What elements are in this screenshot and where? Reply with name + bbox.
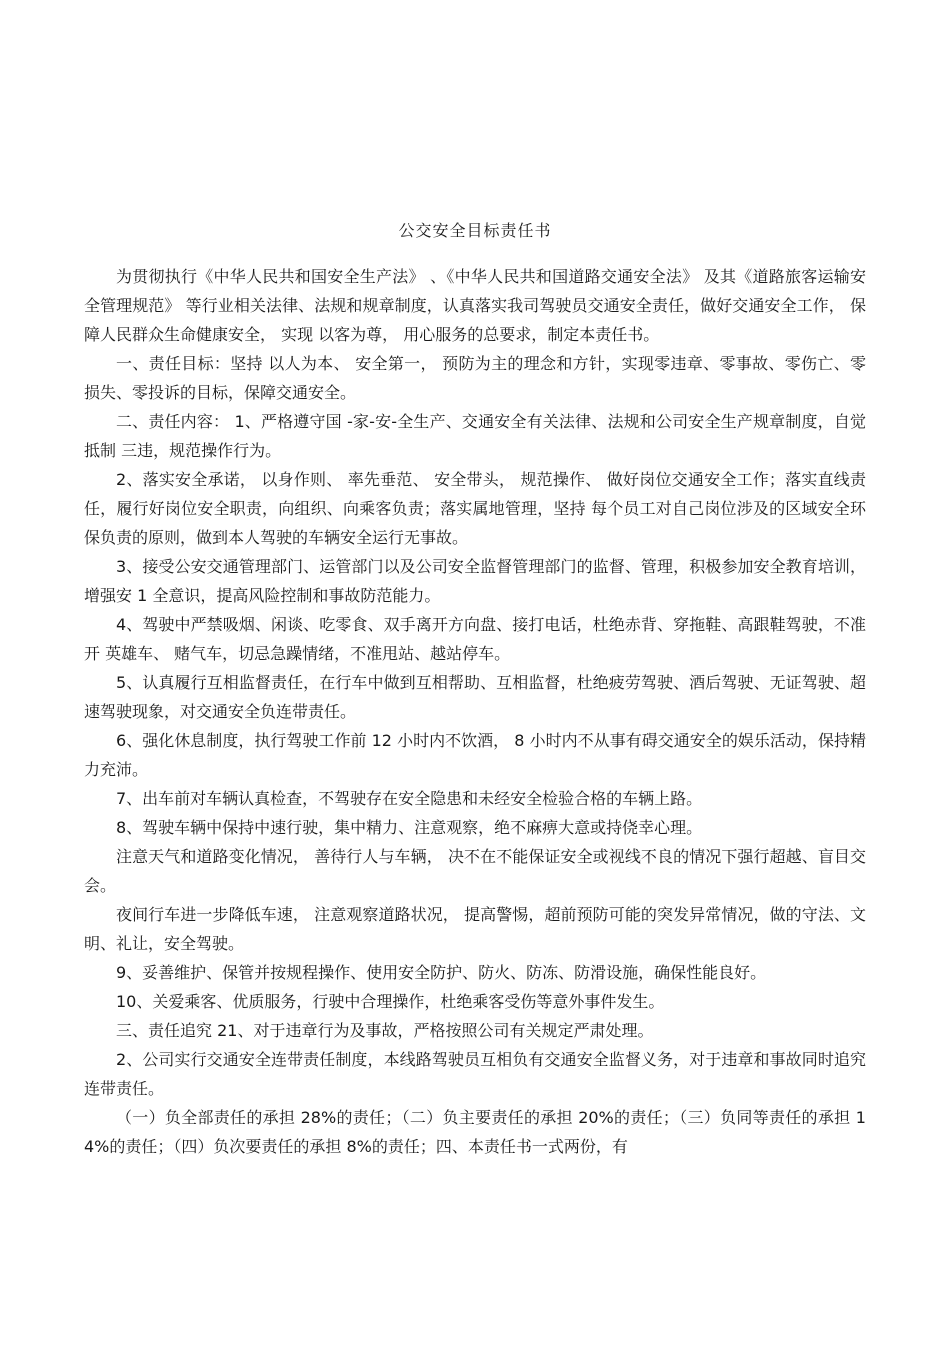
paragraph-content-2: 2、落实安全承诺， 以身作则、 率先垂范、 安全带头， 规范操作、 做好岗位交通安全工作；落实直线责任，履行好岗位安全职责，向组织、向乘客负责；落实属地管理，坚持 每个员工对自己岗位涉及的区域安全环保负责的原则，做到本人驾驶的车辆安全运行无事故。 [84, 470, 866, 547]
paragraph-content-6: 6、强化休息制度，执行驾驶工作前 12 小时内不饮酒， 8 小时内不从事有碍交通安全的娱乐活动，保持精力充沛。 [84, 731, 866, 779]
paragraph-liability-1: 三、责任追究 21、对于违章行为及事故，严格按照公司有关规定严肃处理。 [116, 1021, 654, 1040]
paragraph-content-3: 3、接受公安交通管理部门、运管部门以及公司安全监督管理部门的监督、管理，积极参加安全教育培训，增强安 1 全意识，提高风险控制和事故防范能力。 [84, 557, 866, 605]
paragraph-content-1: 二、责任内容： 1、严格遵守国 -家-安-全生产、交通安全有关法律、法规和公司安全生产规章制度，自觉抵制 三违，规范操作行为。 [84, 412, 866, 460]
paragraph-content-7: 7、出车前对车辆认真检查，不驾驶存在安全隐患和未经安全检验合格的车辆上路。 [116, 789, 703, 808]
document-body [84, 262, 866, 1161]
paragraph-goal: 一、责任目标：坚持 以人为本、 安全第一， 预防为主的理念和方针，实现零违章、零事故、零伤亡、零损失、零投诉的目标，保障交通安全。 [84, 354, 866, 402]
paragraph-content-5: 5、认真履行互相监督责任，在行车中做到互相帮助、互相监督，杜绝疲劳驾驶、酒后驾驶、无证驾驶、超速驾驶现象，对交通安全负连带责任。 [84, 673, 866, 721]
paragraph-content-4: 4、驾驶中严禁吸烟、闲谈、吃零食、双手离开方向盘、接打电话，杜绝赤背、穿拖鞋、高跟鞋驾驶，不准开 英雄车、 赌气车，切忌急躁情绪，不准甩站、越站停车。 [84, 615, 866, 663]
paragraph-content-8: 8、驾驶车辆中保持中速行驶，集中精力、注意观察，绝不麻痹大意或持侥幸心理。 [116, 818, 703, 837]
paragraph-weather: 注意天气和道路变化情况， 善待行人与车辆， 决不在不能保证安全或视线不良的情况下强行超越、盲目交会。 [84, 847, 866, 895]
document-title: 公交安全目标责任书 [398, 221, 552, 240]
paragraph-liability-2: 2、公司实行交通安全连带责任制度，本线路驾驶员互相负有交通安全监督义务，对于违章和事故同时追究连带责任。 [84, 1050, 866, 1098]
paragraph-night: 夜间行车进一步降低车速， 注意观察道路状况， 提高警惕，超前预防可能的突发异常情况，做的守法、文明、礼让，安全驾驶。 [84, 905, 866, 953]
paragraph-liability-ratios: （一）负全部责任的承担 28%的责任；（二）负主要责任的承担 20%的责任；（三）负同等责任的承担 14%的责任；（四）负次要责任的承担 8%的责任；四、本责任书一式两份，有 [84, 1108, 866, 1156]
paragraph-content-9: 9、妥善维护、保管并按规程操作、使用安全防护、防火、防冻、防滑设施，确保性能良好。 [116, 963, 767, 982]
paragraph-intro: 为贯彻执行《中华人民共和国安全生产法》 、《中华人民共和国道路交通安全法》 及其《道路旅客运输安全管理规范》 等行业相关法律、法规和规章制度，认真落实我司驾驶员交通安全责任，做好交通安全工作， 保障人民群众生命健康安全， 实现 以客为尊， 用心服务的总要求，制定本责任书。 [84, 267, 866, 344]
paragraph-content-10: 10、关爱乘客、优质服务，行驶中合理操作，杜绝乘客受伤等意外事件发生。 [116, 992, 665, 1011]
